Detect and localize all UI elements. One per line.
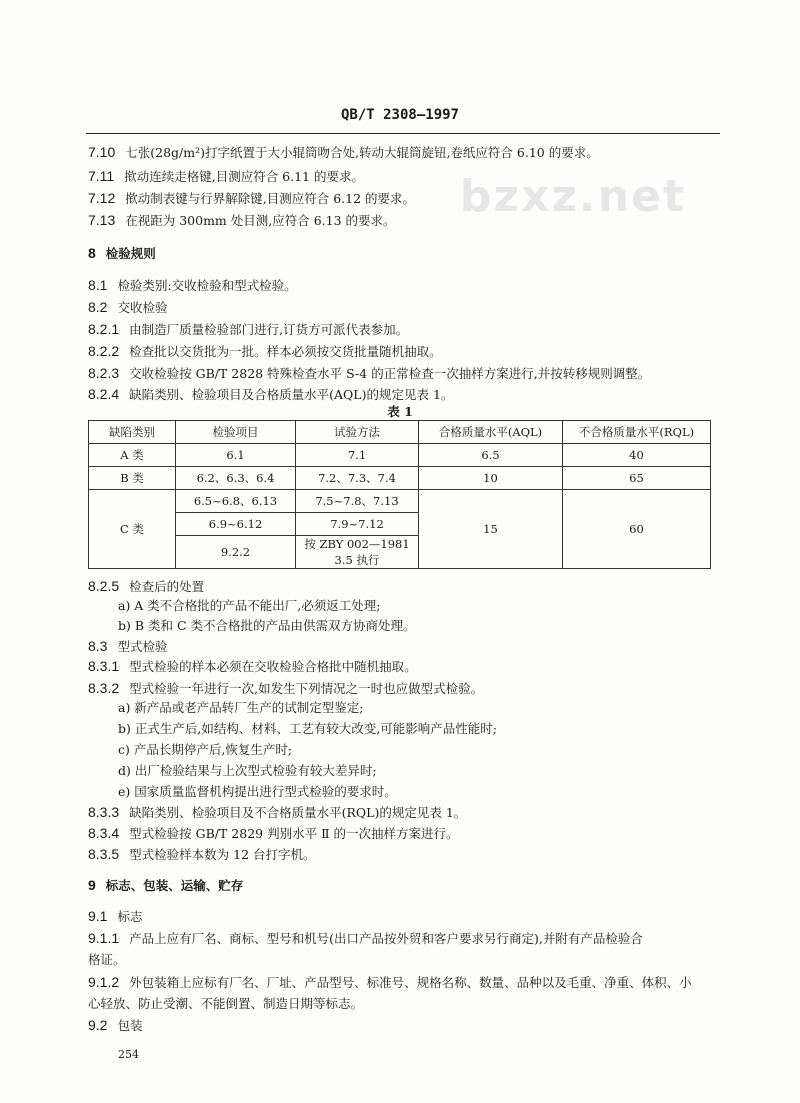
cell: 7.2、7.3、7.4 bbox=[296, 467, 419, 490]
clause-text: e) 国家质量监督机构提出进行型式检验的要求时。 bbox=[118, 784, 397, 799]
clause-text: 缺陷类别、检验项目及不合格质量水平(RQL)的规定见表 1。 bbox=[129, 805, 467, 820]
clause-line bbox=[118, 784, 397, 800]
clause-text: 型式检验一年进行一次,如发生下列情况之一时也应做型式检验。 bbox=[129, 681, 484, 696]
method-line: 3.5 执行 bbox=[334, 553, 380, 567]
clause-number: 8.3 bbox=[88, 638, 108, 654]
clause-line bbox=[88, 386, 453, 403]
clause-number: 9.1.2 bbox=[88, 974, 120, 990]
clause-text: a) 新产品或老产品转厂生产的试制定型鉴定; bbox=[118, 700, 364, 715]
clause-line bbox=[118, 618, 416, 634]
page-number: 254 bbox=[118, 1048, 139, 1061]
cell bbox=[296, 536, 419, 569]
th: 试验方法 bbox=[296, 421, 419, 444]
clause-number: 7.12 bbox=[88, 190, 116, 206]
cell: 10 bbox=[419, 467, 563, 490]
clause-line bbox=[118, 700, 364, 716]
clause-line bbox=[88, 190, 415, 207]
clause-line bbox=[88, 825, 459, 842]
clause-line bbox=[88, 299, 167, 316]
cell: 6.5 bbox=[419, 444, 563, 467]
clause-line bbox=[88, 1017, 142, 1034]
clause-number: 7.11 bbox=[88, 168, 115, 184]
clause-line bbox=[88, 996, 363, 1012]
cell: 6.1 bbox=[176, 444, 296, 467]
clause-number: 9.1.1 bbox=[88, 930, 120, 946]
header-rule bbox=[86, 133, 720, 134]
clause-line bbox=[88, 365, 650, 382]
clause-text: 检验规则 bbox=[105, 246, 156, 261]
cell: B 类 bbox=[89, 467, 176, 490]
clause-number: 9 bbox=[88, 877, 96, 893]
clause-number: 8.3.4 bbox=[88, 825, 120, 841]
clause-text: 包装 bbox=[117, 1018, 143, 1033]
cell: 6.2、6.3、6.4 bbox=[176, 467, 296, 490]
clause-text: 揿动连续走格键,目测应符合 6.11 的要求。 bbox=[124, 169, 364, 184]
cell: A 类 bbox=[89, 444, 176, 467]
clause-line bbox=[88, 930, 643, 947]
clause-text: 外包装箱上应标有厂名、厂址、产品型号、标准号、规格名称、数量、品种以及毛重、净重、体积、小 bbox=[129, 975, 692, 990]
clause-text: 型式检验样本数为 12 台打字机。 bbox=[129, 847, 316, 862]
clause-line bbox=[88, 846, 316, 863]
clause-text: c) 产品长期停产后,恢复生产时; bbox=[118, 742, 293, 757]
th: 检验项目 bbox=[176, 421, 296, 444]
clause-text: 检查批以交货批为一批。样本必须按交货批量随机抽取。 bbox=[129, 344, 442, 359]
cell: 7.5~7.8、7.13 bbox=[296, 490, 419, 513]
cell: 6.9~6.12 bbox=[176, 513, 296, 536]
clause-number: 7.13 bbox=[88, 212, 116, 228]
cell: 15 bbox=[419, 490, 563, 569]
clause-line bbox=[88, 877, 243, 894]
clause-line bbox=[88, 144, 599, 161]
clause-text: 标志、包装、运输、贮存 bbox=[105, 878, 244, 893]
cell: 60 bbox=[563, 490, 711, 569]
cell: 40 bbox=[563, 444, 711, 467]
clause-text: 交收检验 bbox=[117, 300, 168, 315]
clause-text: 型式检验的样本必须在交收检验合格批中随机抽取。 bbox=[129, 659, 417, 674]
th: 不合格质量水平(RQL) bbox=[563, 421, 711, 444]
clause-text: b) 正式生产后,如结构、材料、工艺有较大改变,可能影响产品性能时; bbox=[118, 721, 498, 736]
clause-number: 8.3.3 bbox=[88, 804, 120, 820]
cell: 65 bbox=[563, 467, 711, 490]
clause-text: 揿动制表键与行界解除键,目测应符合 6.12 的要求。 bbox=[125, 191, 416, 206]
th: 缺陷类别 bbox=[89, 421, 176, 444]
clause-number: 8.3.5 bbox=[88, 846, 120, 862]
clause-number: 8.1 bbox=[88, 277, 108, 293]
clause-line bbox=[88, 952, 126, 968]
table-header-row bbox=[89, 421, 711, 444]
cell: 7.9~7.12 bbox=[296, 513, 419, 536]
clause-number: 7.10 bbox=[88, 144, 116, 160]
table-row bbox=[89, 444, 711, 467]
clause-line bbox=[88, 578, 204, 595]
table-caption: 表 1 bbox=[387, 404, 413, 419]
clause-text: a) A 类不合格批的产品不能出厂,必须返工处理; bbox=[118, 598, 381, 613]
clause-text: 心轻放、防止受潮、不能倒置、制造日期等标志。 bbox=[88, 996, 364, 1011]
clause-line bbox=[88, 638, 167, 655]
cell: 7.1 bbox=[296, 444, 419, 467]
clause-number: 8.2.1 bbox=[88, 321, 120, 337]
clause-line bbox=[88, 804, 466, 821]
clause-text: 型式检验按 GB/T 2829 判别水平 Ⅱ 的一次抽样方案进行。 bbox=[129, 826, 459, 841]
table-row bbox=[89, 490, 711, 513]
clause-line bbox=[118, 742, 292, 758]
method-line: 按 ZBY 002—1981 bbox=[304, 537, 410, 551]
clause-text: 交收检验按 GB/T 2828 特殊检查水平 S-4 的正常检查一次抽样方案进行,并按转移规则调整。 bbox=[129, 366, 651, 381]
clause-number: 9.2 bbox=[88, 1017, 108, 1033]
clause-text: 格证。 bbox=[88, 952, 126, 967]
clause-text: d) 出厂检验结果与上次型式检验有较大差异时; bbox=[118, 763, 377, 778]
cell: 6.5~6.8、6.13 bbox=[176, 490, 296, 513]
table-1 bbox=[88, 420, 711, 569]
cell: C 类 bbox=[89, 490, 176, 569]
clause-line bbox=[88, 245, 156, 262]
clause-text: 产品上应有厂名、商标、型号和机号(出口产品按外贸和客户要求另行商定),并附有产品检验合 bbox=[129, 931, 643, 946]
clause-number: 8.2.5 bbox=[88, 578, 120, 594]
clause-number: 8 bbox=[88, 245, 96, 261]
clause-line bbox=[118, 763, 377, 779]
watermark: bzxz.net bbox=[460, 171, 687, 222]
clause-line bbox=[118, 721, 497, 737]
clause-line bbox=[88, 277, 297, 294]
clause-number: 8.3.2 bbox=[88, 680, 120, 696]
clause-text: 标志 bbox=[117, 909, 143, 924]
clause-line bbox=[88, 908, 142, 925]
standard-header: QB/T 2308—1997 bbox=[340, 107, 459, 123]
clause-text: 检查后的处置 bbox=[129, 579, 205, 594]
clause-text: b) B 类和 C 类不合格批的产品由供需双方协商处理。 bbox=[118, 618, 416, 633]
clause-line bbox=[88, 343, 442, 360]
clause-line bbox=[88, 212, 396, 229]
clause-line bbox=[88, 974, 692, 991]
clause-number: 8.2.3 bbox=[88, 365, 120, 381]
clause-text: 缺陷类别、检验项目及合格质量水平(AQL)的规定见表 1。 bbox=[129, 387, 454, 402]
clause-line bbox=[118, 598, 381, 614]
clause-line bbox=[88, 680, 483, 697]
clause-text: 由制造厂质量检验部门进行,订货方可派代表参加。 bbox=[129, 322, 409, 337]
clause-text: 七张(28g/m²)打字纸置于大小辊筒吻合处,转动大辊筒旋钮,卷纸应符合 6.10 的要求。 bbox=[125, 145, 599, 160]
clause-text: 型式检验 bbox=[117, 639, 168, 654]
clause-text: 在视距为 300mm 处目测,应符合 6.13 的要求。 bbox=[125, 213, 396, 228]
clause-number: 8.2.4 bbox=[88, 386, 120, 402]
th: 合格质量水平(AQL) bbox=[419, 421, 563, 444]
clause-line bbox=[88, 658, 417, 675]
clause-line bbox=[88, 321, 408, 338]
clause-number: 8.2 bbox=[88, 299, 108, 315]
clause-text: 检验类别:交收检验和型式检验。 bbox=[117, 278, 297, 293]
clause-number: 9.1 bbox=[88, 908, 108, 924]
cell: 9.2.2 bbox=[176, 536, 296, 569]
clause-line bbox=[88, 168, 364, 185]
clause-number: 8.2.2 bbox=[88, 343, 120, 359]
table-row bbox=[89, 467, 711, 490]
clause-number: 8.3.1 bbox=[88, 658, 120, 674]
